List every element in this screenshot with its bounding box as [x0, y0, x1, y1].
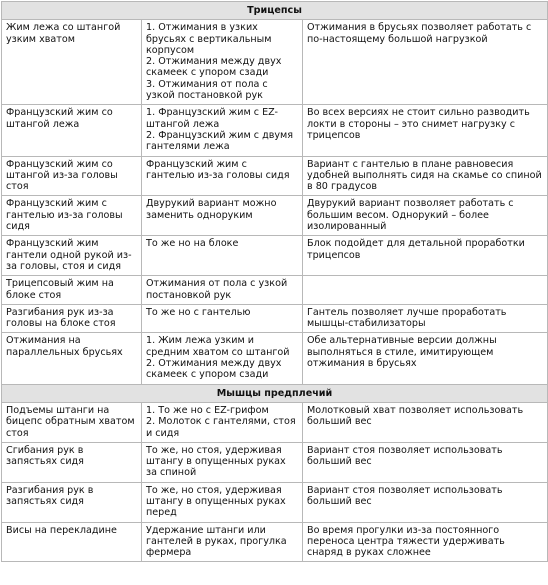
exercise-cell: Подъемы штанги на бицепс обратным хватом стоя	[2, 402, 142, 442]
exercise-table-body	[2, 2, 548, 562]
alternative-item: 1. Французский жим с EZ-штангой лежа	[146, 107, 279, 130]
alternatives-cell	[142, 333, 303, 384]
alternative-item: 1. Жим лежа узким и средним хватом со штангой	[146, 335, 290, 358]
comment-cell: Двурукий вариант позволяет работать с большим весом. Однорукий – более изолированный	[303, 196, 548, 236]
section-title: Мышцы предплечий	[2, 384, 548, 402]
alternative-item: Двурукий вариант можно заменить однoруким	[146, 198, 277, 221]
comment-cell: Отжимания в брусьях позволяет работать с по-настоящему большой нагрузкой	[303, 20, 548, 105]
alternative-item: То же, но стоя, удерживая штангу в опущенных руках перед	[146, 484, 286, 519]
exercise-cell: Трицепсовый жим на блоке стоя	[2, 276, 142, 305]
exercise-cell: Французский жим с гантелью из-за головы сидя	[2, 196, 142, 236]
table-row	[2, 482, 548, 522]
exercise-cell: Разгибания рук из-за головы на блоке стоя	[2, 304, 142, 333]
section-header-row	[2, 384, 548, 402]
exercise-table	[1, 1, 548, 562]
table-row	[2, 20, 548, 105]
alternatives-cell	[142, 276, 303, 305]
exercise-cell: Французский жим гантели одной рукой из-за головы, стоя и сидя	[2, 236, 142, 276]
alternatives-cell	[142, 156, 303, 196]
comment-cell: Вариант стоя позволяет использовать больший вес	[303, 442, 548, 482]
table-row	[2, 402, 548, 442]
exercise-cell: Жим лежа со штангой узким хватом	[2, 20, 142, 105]
comment-cell: Во всех версиях не стоит сильно разводить локти в стороны – это снимет нагрузку с трицепсов	[303, 105, 548, 156]
alternative-item: 1. Отжимания в узких брусьях с вертикальным корпусом	[146, 22, 272, 56]
table-row	[2, 236, 548, 276]
alternatives-cell	[142, 442, 303, 482]
alternative-item: 3. Отжимания от пола с узкой постановкой рук	[146, 78, 268, 102]
table-row	[2, 276, 548, 305]
alternative-item: Отжимания от пола с узкой постановкой рук	[146, 278, 288, 301]
alternative-item: 2. Французский жим с двумя гантелями лежа	[146, 129, 294, 153]
alternative-item: То же, но стоя, удерживая штангу в опущенных руках за спиной	[146, 444, 286, 479]
comment-cell: Молотковый хват позволяет использовать больший вес	[303, 402, 548, 442]
alternative-item: Французский жим с гантелью из-за головы сидя	[146, 158, 290, 181]
alternatives-cell	[142, 482, 303, 522]
alternatives-cell	[142, 402, 303, 442]
exercise-cell: Французский жим со штангой лежа	[2, 105, 142, 156]
section-title: Трицепсы	[2, 2, 548, 20]
table-row	[2, 304, 548, 333]
section-header-row	[2, 2, 548, 20]
comment-cell: Блок подойдет для детальной проработки трицепсов	[303, 236, 548, 276]
alternative-item: То же но с гантелью	[146, 306, 251, 318]
alternative-item: Удержание штанги или гантелей в руках, прогулка фермера	[146, 524, 287, 559]
comment-cell	[303, 276, 548, 305]
alternative-item: 2. Отжимания между двух скамеек с упором сзади	[146, 358, 282, 381]
comment-cell: Вариант с гантелью в плане равновесия удобней выполнять сидя на скамье со спиной в 80 градусов	[303, 156, 548, 196]
comment-cell: Во время прогулки из-за постоянного переноса центра тяжести удерживать снаряд в руках сложнее	[303, 522, 548, 562]
comment-cell: Обе альтернативные версии должны выполняться в стиле, имитирующем отжимания в брусьях	[303, 333, 548, 384]
alternatives-cell	[142, 105, 303, 156]
table-row	[2, 196, 548, 236]
table-row	[2, 333, 548, 384]
table-row	[2, 442, 548, 482]
table-row	[2, 105, 548, 156]
comment-cell: Вариант стоя позволяет использовать больший вес	[303, 482, 548, 522]
exercise-cell: Висы на перекладине	[2, 522, 142, 562]
alternative-item: 2. Отжимания между двух скамеек с упором сзади	[146, 56, 282, 79]
alternatives-cell	[142, 236, 303, 276]
exercise-cell: Разгибания рук в запястьях сидя	[2, 482, 142, 522]
alternatives-cell	[142, 20, 303, 105]
exercise-cell: Отжимания на параллельных брусьях	[2, 333, 142, 384]
alternative-item: 2. Молоток с гантелями, стоя и сидя	[146, 416, 296, 439]
exercise-cell: Французский жим со штангой из-за головы стоя	[2, 156, 142, 196]
alternatives-cell	[142, 304, 303, 333]
alternatives-cell	[142, 522, 303, 562]
alternatives-cell	[142, 196, 303, 236]
comment-cell: Гантель позволяет лучше проработать мышцы-стабилизаторы	[303, 304, 548, 333]
exercise-cell: Сгибания рук в запястьях сидя	[2, 442, 142, 482]
alternative-item: 1. То же но с EZ-грифом	[146, 404, 269, 416]
alternative-item: То же но на блоке	[146, 238, 239, 250]
table-row	[2, 522, 548, 562]
table-row	[2, 156, 548, 196]
